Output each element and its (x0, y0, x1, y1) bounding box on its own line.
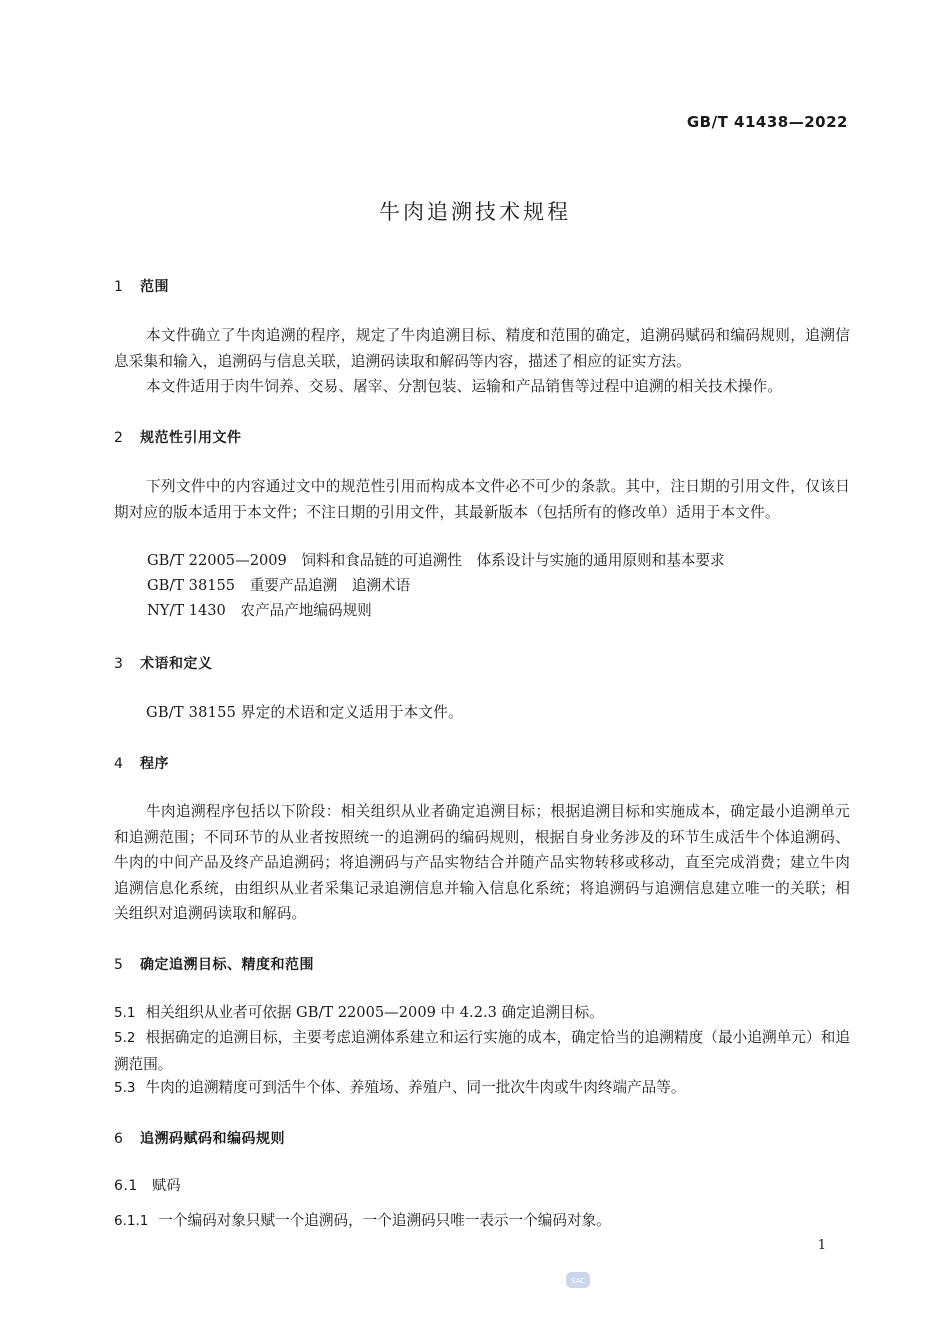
clause-5-2 (114, 1025, 850, 1077)
section-number: 3 (114, 656, 124, 672)
section-number: 1 (114, 279, 124, 295)
clause-number: 5.3 (114, 1080, 136, 1096)
section-3-heading (114, 653, 213, 673)
section-4-paragraph-1: 牛肉追溯程序包括以下阶段：相关组织从业者确定追溯目标；根据追溯目标和实施成本，确定最小追溯单元和追溯范围；不同环节的从业者按照统一的追溯码的编码规则，根据自身业务涉及的环节生成活牛个体追溯码、牛肉的中间产品及终产品追溯码；将追溯码与产品实物结合并随产品实物转移或移动，直至完成消费；建立牛肉追溯信息化系统，由组织从业者采集记录追溯信息并输入信息化系统；将追溯码与追溯信息建立唯一的关联；相关组织对追溯码读取和解码。 (114, 803, 850, 922)
section-3-paragraph-1: GB/T 38155 界定的术语和定义适用于本文件。 (146, 704, 463, 721)
section-title: 规范性引用文件 (140, 430, 242, 446)
clause-6-1-1 (114, 1208, 850, 1235)
reference-2: GB/T 38155 重要产品追溯 追溯术语 (147, 577, 411, 594)
clause-5-1 (114, 1000, 850, 1027)
subsection-6-1-heading (114, 1175, 181, 1195)
section-1-heading (114, 276, 169, 296)
section-number: 5 (114, 957, 124, 973)
clause-number: 5.2 (114, 1030, 136, 1046)
subsection-title: 赋码 (152, 1178, 181, 1194)
reference-3: NY/T 1430 农产品产地编码规则 (147, 602, 372, 619)
clause-5-3 (114, 1075, 850, 1102)
section-2-heading (114, 427, 242, 447)
section-4-heading (114, 753, 169, 773)
sac-logo-mark: SAC (570, 1277, 586, 1285)
clause-text: 牛肉的追溯精度可到活牛个体、养殖场、养殖户、同一批次牛肉或牛肉终端产品等。 (145, 1079, 686, 1096)
sac-logo-icon (565, 1270, 591, 1290)
clause-number: 6.1.1 (114, 1213, 149, 1229)
subsection-number: 6.1 (114, 1178, 138, 1194)
section-number: 4 (114, 756, 124, 772)
section-5-heading (114, 954, 314, 974)
document-title: 牛肉追溯技术规程 (379, 200, 571, 224)
section-1-paragraph-1: 本文件确立了牛肉追溯的程序，规定了牛肉追溯目标、精度和范围的确定，追溯码赋码和编码规则，追溯信息采集和输入，追溯码与信息关联，追溯码读取和解码等内容，描述了相应的证实方法。 (114, 327, 850, 370)
clause-text: 相关组织从业者可依据 GB/T 22005—2009 中 4.2.3 确定追溯目标。 (145, 1004, 604, 1021)
section-number: 2 (114, 430, 124, 446)
clause-text: 一个编码对象只赋一个追溯码，一个追溯码只唯一表示一个编码对象。 (158, 1212, 611, 1229)
section-2-paragraph-1: 下列文件中的内容通过文中的规范性引用而构成本文件必不可少的条款。其中，注日期的引用文件，仅该日期对应的版本适用于本文件；不注日期的引用文件，其最新版本（包括所有的修改单）适用于本文件。 (114, 478, 850, 521)
standard-code: GB/T 41438—2022 (686, 113, 848, 131)
reference-1: GB/T 22005—2009 饲料和食品链的可追溯性 体系设计与实施的通用原则和基本要求 (147, 552, 725, 569)
page-number: 1 (817, 1238, 826, 1253)
clause-text: 根据确定的追溯目标，主要考虑追溯体系建立和运行实施的成本，确定恰当的追溯精度（最小追溯单元）和追溯范围。 (114, 1029, 850, 1073)
clause-number: 5.1 (114, 1005, 136, 1021)
section-6-heading (114, 1128, 285, 1148)
section-title: 范围 (140, 279, 169, 295)
section-title: 术语和定义 (140, 656, 213, 672)
section-1-paragraph-2: 本文件适用于肉牛饲养、交易、屠宰、分割包装、运输和产品销售等过程中追溯的相关技术操作。 (146, 378, 783, 395)
section-title: 确定追溯目标、精度和范围 (140, 957, 314, 973)
section-title: 程序 (140, 756, 169, 772)
section-title: 追溯码赋码和编码规则 (140, 1131, 285, 1147)
section-number: 6 (114, 1131, 124, 1147)
